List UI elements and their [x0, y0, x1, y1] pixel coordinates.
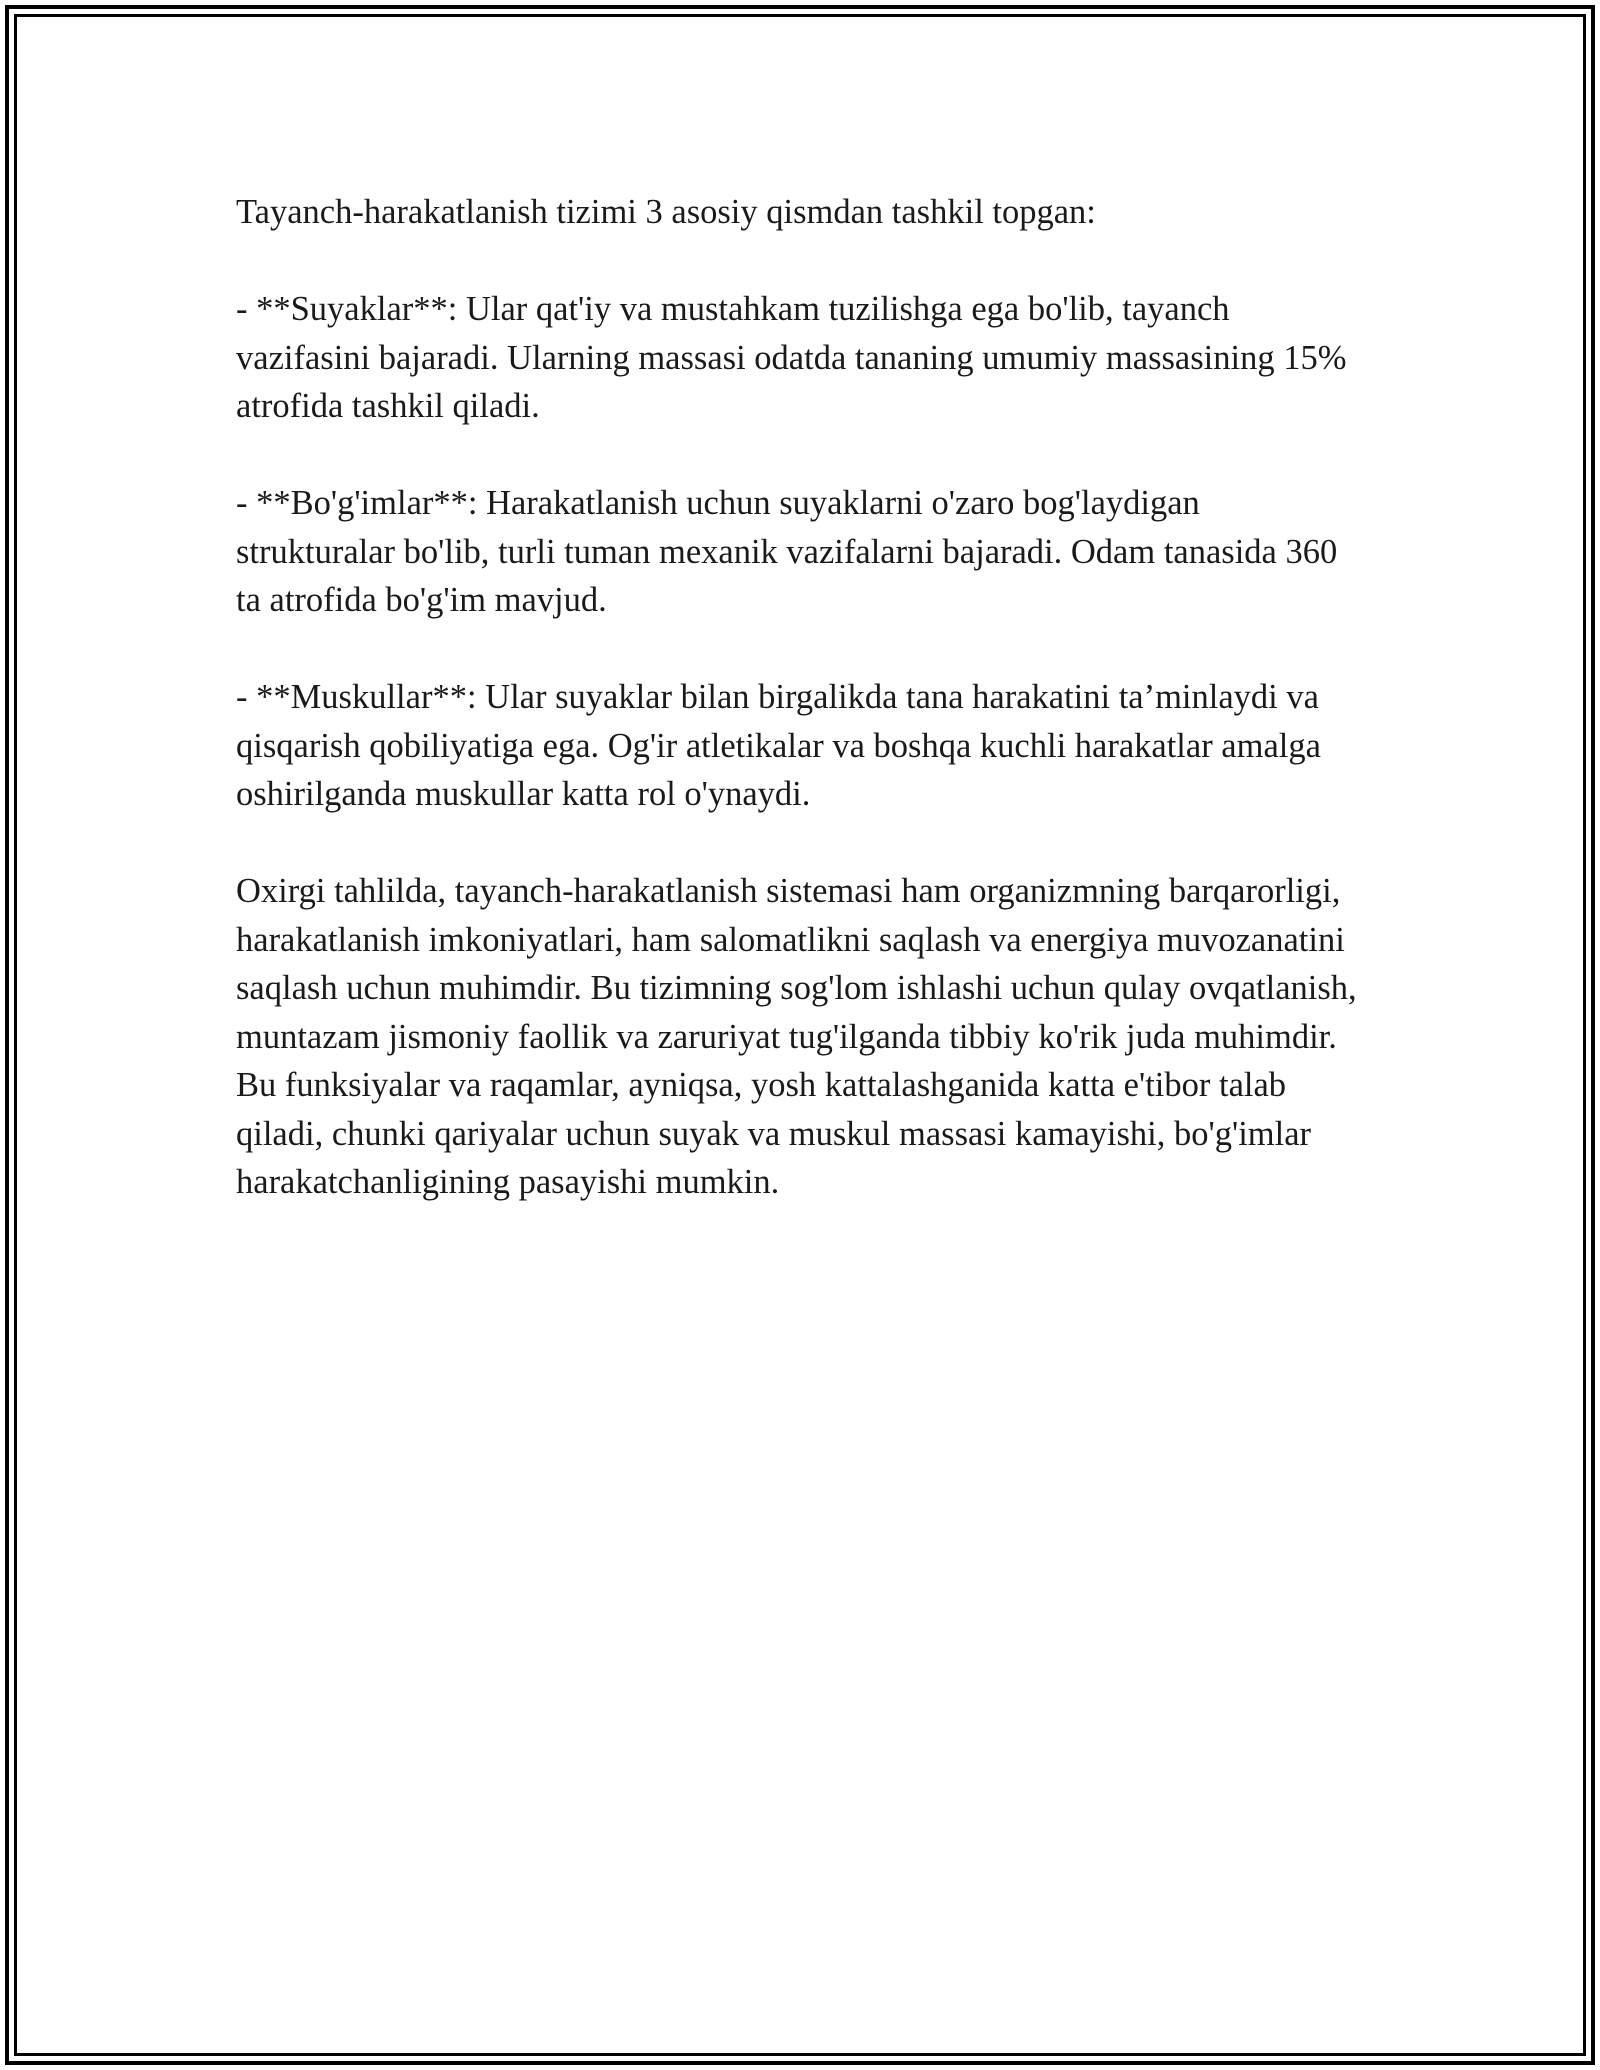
- list-item-suyaklar: - **Suyaklar**: Ular qat'iy va mustahkam tuzilishga ega bo'lib, tayanch vazifasini bajaradi. Ularning massasi odatda tananing umumiy massasining 15% atrofida tashkil qiladi.: [236, 290, 1347, 425]
- list-item-muskullar: - **Muskullar**: Ular suyaklar bilan birgalikda tana harakatini ta’minlaydi va qisqarish qobiliyatiga ega. Og'ir atletikalar va boshqa kuchli harakatlar amalga oshirilganda muskullar katta rol o'ynaydi.: [236, 678, 1321, 813]
- conclusion-paragraph: Oxirgi tahlilda, tayanch-harakatlanish sistemasi ham organizmning barqarorligi, harakatlanish imkoniyatlari, ham salomatlikni saqlash va energiya muvozanatini saqlash uchun muhimdir. Bu tizimning sog'lom ishlashi uchun qulay ovqatlanish, muntazam jismoniy faollik va zaruriyat tug'ilganda tibbiy ko'rik juda muhimdir. Bu funksiyalar va raqamlar, ayniqsa, yosh kattalashganida katta e'tibor talab qiladi, chunki qariyalar uchun suyak va muskul massasi kamayishi, bo'g'imlar harakatchanligining pasayishi mumkin.: [236, 872, 1357, 1201]
- document-body: [236, 188, 1366, 1255]
- intro-paragraph: Tayanch-harakatlanish tizimi 3 asosiy qismdan tashkil topgan:: [236, 193, 1096, 231]
- list-item-bogimlar: - **Bo'g'imlar**: Harakatlanish uchun suyaklarni o'zaro bog'laydigan strukturalar bo'lib, turli tuman mexanik vazifalarni bajaradi. Odam tanasida 360 ta atrofida bo'g'im mavjud.: [236, 484, 1338, 619]
